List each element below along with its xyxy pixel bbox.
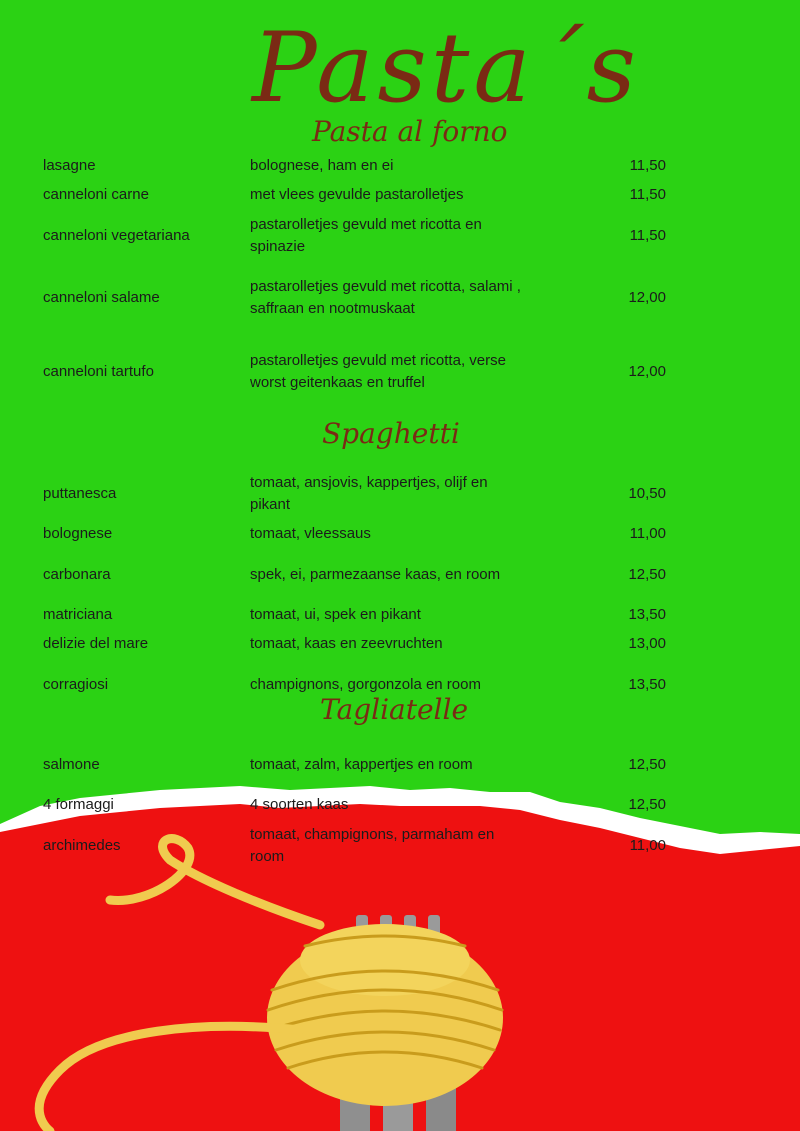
menu-item-name: delizie del mare xyxy=(43,635,149,652)
menu-item-description: tomaat, champignons, parmaham en room xyxy=(250,826,495,865)
menu-item-price: 12,00 xyxy=(628,363,666,380)
menu-item-price: 12,50 xyxy=(628,756,666,773)
menu-item-name: salmone xyxy=(43,756,100,773)
menu-item-name: bolognese xyxy=(43,525,113,542)
menu-item-description: tomaat, vleessaus xyxy=(250,525,371,542)
menu-item-description: champignons, gorgonzola en room xyxy=(250,676,481,693)
menu-item-description: tomaat, ansjovis, kappertjes, olijf en pikant xyxy=(250,474,488,513)
menu-item-price: 13,50 xyxy=(628,676,666,693)
menu-item-name: puttanesca xyxy=(43,485,117,502)
menu-item-description: tomaat, ui, spek en pikant xyxy=(250,606,421,623)
menu-item-name: canneloni carne xyxy=(43,186,149,203)
menu-item-description: pastarolletjes gevuld met ricotta en spinazie xyxy=(250,216,482,255)
menu-item-price: 11,00 xyxy=(629,525,666,542)
menu-item-name: lasagne xyxy=(43,157,96,174)
menu-item-name: corragiosi xyxy=(43,676,109,693)
section-title-pasta-al-forno: Pasta al forno xyxy=(312,115,508,148)
section-title-spaghetti: Spaghetti xyxy=(322,417,460,450)
menu-item-price: 10,50 xyxy=(628,485,666,502)
menu-item-price: 12,50 xyxy=(628,796,666,813)
menu-item-price: 11,00 xyxy=(629,837,666,854)
menu-item-description: tomaat, kaas en zeevruchten xyxy=(250,635,443,652)
section-title-tagliatelle: Tagliatelle xyxy=(320,693,469,726)
menu-item-name: canneloni vegetariana xyxy=(43,227,190,244)
menu-item-name: carbonara xyxy=(43,566,111,583)
menu-item-price: 12,00 xyxy=(628,289,666,306)
menu-item-price: 12,50 xyxy=(628,566,666,583)
menu-item-name: canneloni salame xyxy=(43,289,160,306)
menu-item-price: 11,50 xyxy=(629,227,666,244)
menu-item-description: spek, ei, parmezaanse kaas, en room xyxy=(250,566,501,583)
menu-item-description: pastarolletjes gevuld met ricotta, verse worst geitenkaas en truffel xyxy=(250,352,506,391)
menu-item-price: 11,50 xyxy=(629,186,666,203)
menu-item-description: 4 soorten kaas xyxy=(250,796,349,813)
menu-item-name: 4 formaggi xyxy=(43,796,114,813)
menu-item-description: pastarolletjes gevuld met ricotta, salami , saffraan en nootmuskaat xyxy=(250,278,521,317)
menu-item-price: 13,50 xyxy=(628,606,666,623)
menu-item-price: 13,00 xyxy=(628,635,666,652)
menu-item-description: bolognese, ham en ei xyxy=(250,157,394,174)
menu-item-name: matriciana xyxy=(43,606,113,623)
menu-item-description: tomaat, zalm, kappertjes en room xyxy=(250,756,473,773)
main-title: Pasta´s xyxy=(252,12,640,124)
menu-item-name: archimedes xyxy=(43,837,121,854)
menu-item-name: canneloni tartufo xyxy=(43,363,154,380)
menu-item-price: 11,50 xyxy=(629,157,666,174)
menu-item-description: met vlees gevulde pastarolletjes xyxy=(250,186,464,203)
